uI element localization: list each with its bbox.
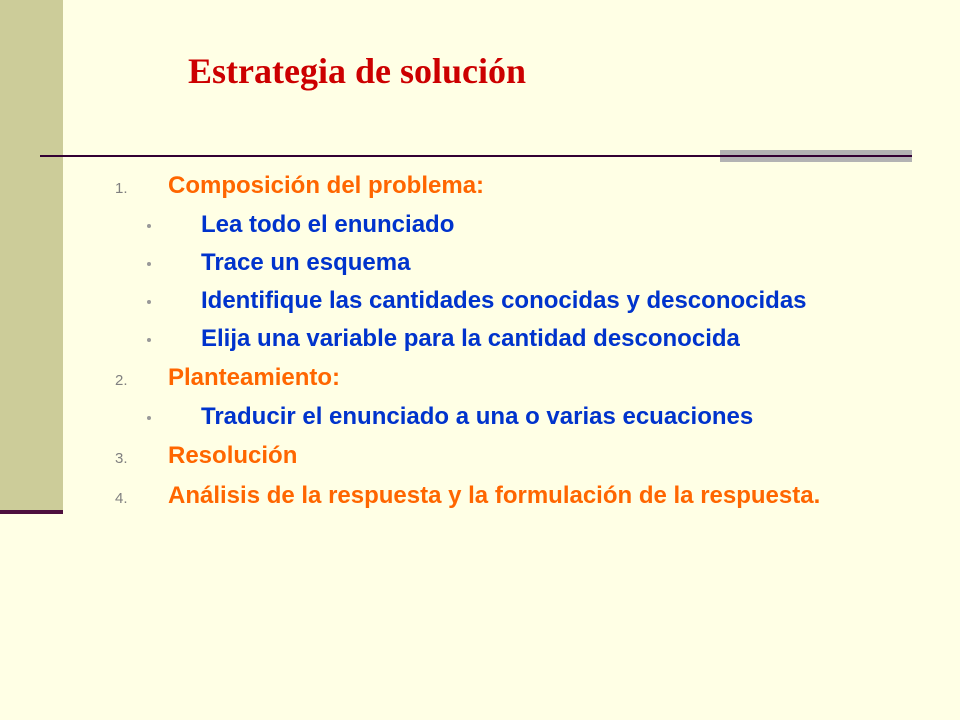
slide-title: Estrategia de solución [188,51,526,91]
left-accent-underline [0,510,63,514]
title-divider-accent-line [720,155,912,157]
sub-item [201,404,867,430]
sub-item [201,326,867,352]
item-number: 4. [115,490,128,507]
bullet-icon [147,416,151,420]
item-number: 1. [115,180,128,197]
item-number: 2. [115,372,128,389]
sub-item [201,288,867,314]
sub-item-text: Trace un esquema [201,249,411,276]
sub-item-text: Identifique las cantidades conocidas y desconocidas [201,287,807,314]
left-accent-bar [0,0,63,512]
sub-item [201,212,867,238]
sub-item [201,250,867,276]
sub-item-text: Elija una variable para la cantidad desconocida [201,325,740,352]
list-item [115,442,867,470]
sub-item-text: Lea todo el enunciado [201,211,455,238]
bullet-icon [147,224,151,228]
list-item [115,172,867,200]
item-number: 3. [115,450,128,467]
title-divider [40,155,720,157]
list-item [115,364,867,392]
bullet-icon [147,300,151,304]
list-item [115,482,867,510]
sub-item-text: Traducir el enunciado a una o varias ecuaciones [201,403,754,430]
bullet-icon [147,338,151,342]
item-label: Planteamiento: [168,364,341,391]
item-label: Resolución [168,442,298,469]
item-label: Análisis de la respuesta y la formulación de la respuesta. [168,482,821,509]
item-label: Composición del problema: [168,172,485,199]
bullet-icon [147,262,151,266]
slide-body [115,172,867,522]
